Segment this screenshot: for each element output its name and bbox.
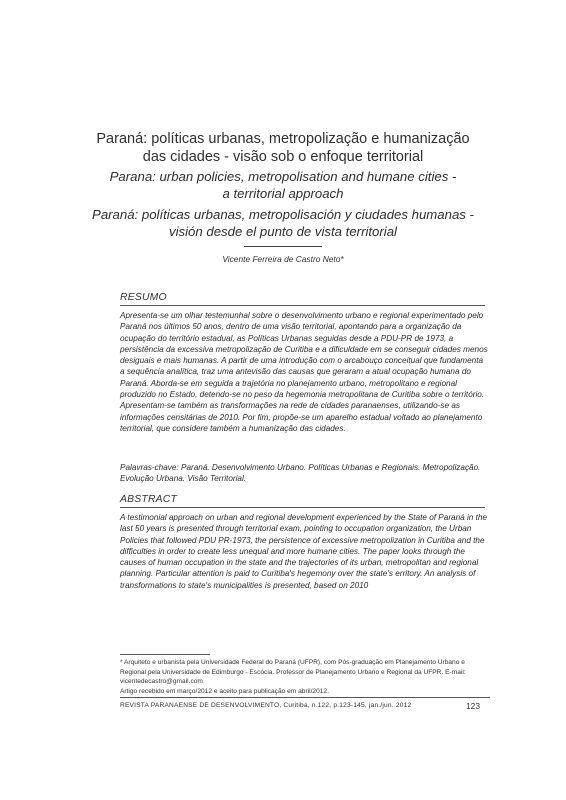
title-portuguese-line-2: das cidades - visão sob o enfoque territorial xyxy=(142,149,424,165)
author-name: Vicente Ferreira de Castro Neto* xyxy=(222,254,344,264)
abstract-body xyxy=(120,512,488,591)
title-spanish xyxy=(40,206,526,240)
abstract-paragraph: A testimonial approach on urban and regional development experienced by the State of Paraná in the last 50 years is presented through territorial exam, pointing to occupation organization, the Urban Policies that followed PDU PR-1973, the persistence of excessive metropolization in Curitiba and the difficulties in order to create less unequal and more humane cities. The paper looks through the causes of human occupation in the state and the trajectories of its urban, metropolitan and regional planning. Particular attention is paid to Curitiba's hegemony over the state's erritory. An analysis of transformations to state's municipalities is presented, based on 2010 xyxy=(120,513,488,590)
resumo-paragraph: Apresenta-se um olhar testemunhal sobre o desenvolvimento urbano e regional experimentado pelo Paraná nos últimos 50 anos, dentro de uma visão territorial, apontando para a organização da ocupação do território estadual, as Políticas Urbanas seguidas desde a PDU-PR de 1973, a persistência da excessiva metropolização de Curitiba e a dificuldade em se conseguir cidades menos desiguais e mais humanas. A partir de uma introdução com o arcabouço conceitual que fundamenta a sequência analítica, traz uma antevisão das causas que geraram a atual ocupação humana do Paraná. Aborda-se em seguida a trajetória no planejamento urbano, metropolitano e regional produzido no Estado, detendo-se no peso da hegemonia metropolitana de Curitiba sobre o território. Apresentam-se também as transformações na rede de cidades paranaenses, utilizando-se as informações censitárias de 2010. Por fim, propõe-se um aparelho estadual voltado ao planejamento territorial, que considere também a humanização das cidades. xyxy=(120,311,488,433)
abstract-divider xyxy=(120,507,485,508)
title-spanish-line-2: visión desde el punto de vista territorial xyxy=(169,224,397,239)
title-english-line-2: a territorial approach xyxy=(222,186,344,201)
footnote xyxy=(120,658,490,696)
title-portuguese xyxy=(60,130,506,166)
title-english xyxy=(60,168,506,202)
resumo-heading: RESUMO xyxy=(120,292,167,303)
footnote-received: Artigo recebido em março/2012 e aceito para publicação em abril/2012. xyxy=(120,687,329,695)
journal-citation: REVISTA PARANAENSE DE DESENVOLVIMENTO, Curitiba, n.122, p.123-145, jan./jun. 2012 xyxy=(120,702,412,709)
footnote-affiliation: * Arquiteto e urbanista pela Universidade Federal do Paraná (UFPR), com Pós-graduação em Planejamento Urbano e Regional pela Universidade de Edimburgo - Escócia. Professor de Planejamento Urbano e Regional da UFPR. E-mail: vicentedecastro@gmail.com xyxy=(120,659,466,685)
title-english-line-1: Parana: urban policies, metropolisation and humane cities - xyxy=(109,169,457,184)
page-number: 123 xyxy=(466,701,480,711)
resumo-divider xyxy=(120,305,485,306)
title-divider xyxy=(244,246,322,247)
footnote-divider xyxy=(120,654,210,655)
abstract-heading: ABSTRACT xyxy=(120,494,178,505)
title-portuguese-line-1: Paraná: políticas urbanas, metropolização e humanização xyxy=(96,131,470,147)
keywords: Palavras-chave: Paraná. Desenvolvimento Urbano. Políticas Urbanas e Regionais. Metropolização. Evolução Urbana. Visão Territorial. xyxy=(120,463,481,484)
resumo-body xyxy=(120,310,488,434)
footer-divider xyxy=(120,697,490,698)
title-spanish-line-1: Paraná: políticas urbanas, metropolisación y ciudades humanas - xyxy=(92,207,474,222)
